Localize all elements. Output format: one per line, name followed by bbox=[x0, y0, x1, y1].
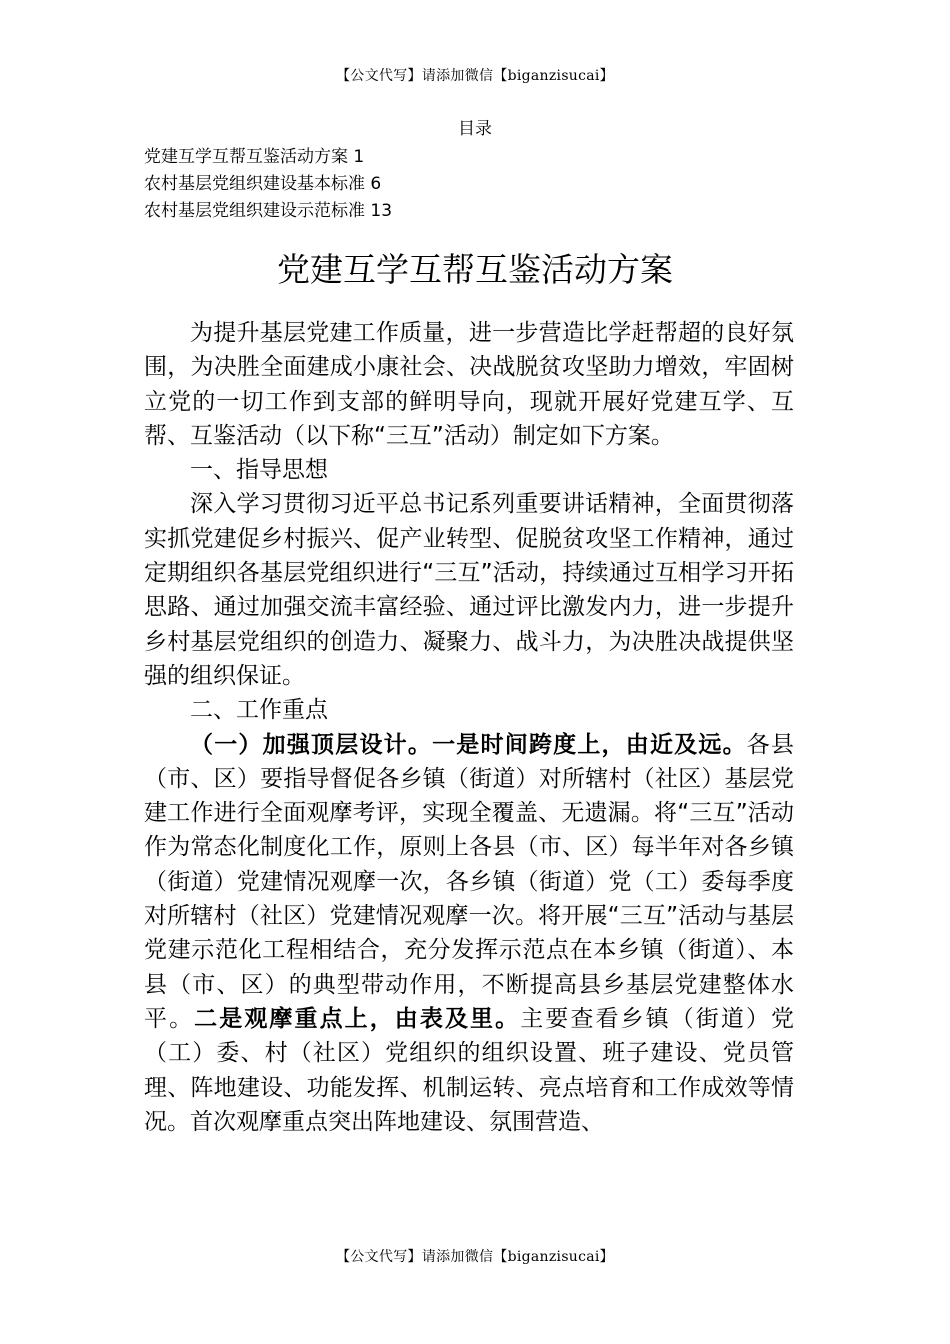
page-footer: 【公文代写】请添加微信【biganzisucai】 bbox=[336, 1249, 614, 1265]
section-paragraph: 深入学习贯彻习近平总书记系列重要讲话精神，全面贯彻落实抓党建促乡村振兴、促产业转型、促脱贫攻坚工作精神，通过定期组织各基层党组织进行“三互”活动，持续通过互相学习开拓思路、通过加强交流丰富经验、通过评比激发内力，进一步提升乡村基层党组织的创造力、凝聚力、战斗力，为决胜决战提供坚强的组织保证。 bbox=[144, 491, 794, 689]
paragraph-text: 主要查看乡镇（街道）党（工）委、村（社区）党组织的组织设置、班子建设、党员管理、阵地建设、功能发挥、机制运转、亮点培育和工作成效等情况。首次观摩重点突出阵地建设、氛围营造、 bbox=[144, 1005, 795, 1135]
paragraph-text: 各县（市、区）要指导督促各乡镇（街道）对所辖村（社区）基层党建工作进行全面观摩考评，实现全覆盖、无遗漏。将“三互”活动作为常态化制度化工作，原则上各县（市、区）每半年对各乡镇（街道）党建情况观摩一次，各乡镇（街道）党（工）委每季度对所辖村（社区）党建情况观摩一次。将开展“三互”活动与基层党建示范化工程相结合，充分发挥示范点在本乡镇（街道）、本县（市、区）的典型带动作用，不断提高县乡基层党建整体水平。 bbox=[144, 731, 795, 1032]
bold-lead: 二是观摩重点上，由表及里。 bbox=[194, 1005, 521, 1032]
document-title: 党建互学互帮互鉴活动方案 bbox=[277, 250, 673, 289]
toc-title: 目录 bbox=[458, 119, 492, 139]
toc-item: 农村基层党组织建设示范标准 13 bbox=[144, 201, 393, 221]
document-body bbox=[144, 316, 794, 1139]
page-header: 【公文代写】请添加微信【biganzisucai】 bbox=[336, 68, 614, 84]
intro-paragraph: 为提升基层党建工作质量，进一步营造比学赶帮超的良好氛围，为决胜全面建成小康社会、决战脱贫攻坚助力增效，牢固树立党的一切工作到支部的鲜明导向，现就开展好党建互学、互帮、互鉴活动（以下称“三互”活动）制定如下方案。 bbox=[144, 320, 794, 449]
bold-lead: （一）加强顶层设计。一是时间跨度上，由近及远。 bbox=[190, 731, 747, 758]
toc-item: 党建互学互帮互鉴活动方案 1 bbox=[144, 147, 365, 167]
section-heading: 一、指导思想 bbox=[190, 457, 328, 484]
work-point-paragraph bbox=[144, 728, 794, 1140]
toc-item: 农村基层党组织建设基本标准 6 bbox=[144, 174, 382, 194]
section-heading: 二、工作重点 bbox=[190, 697, 328, 724]
table-of-contents bbox=[144, 144, 392, 225]
